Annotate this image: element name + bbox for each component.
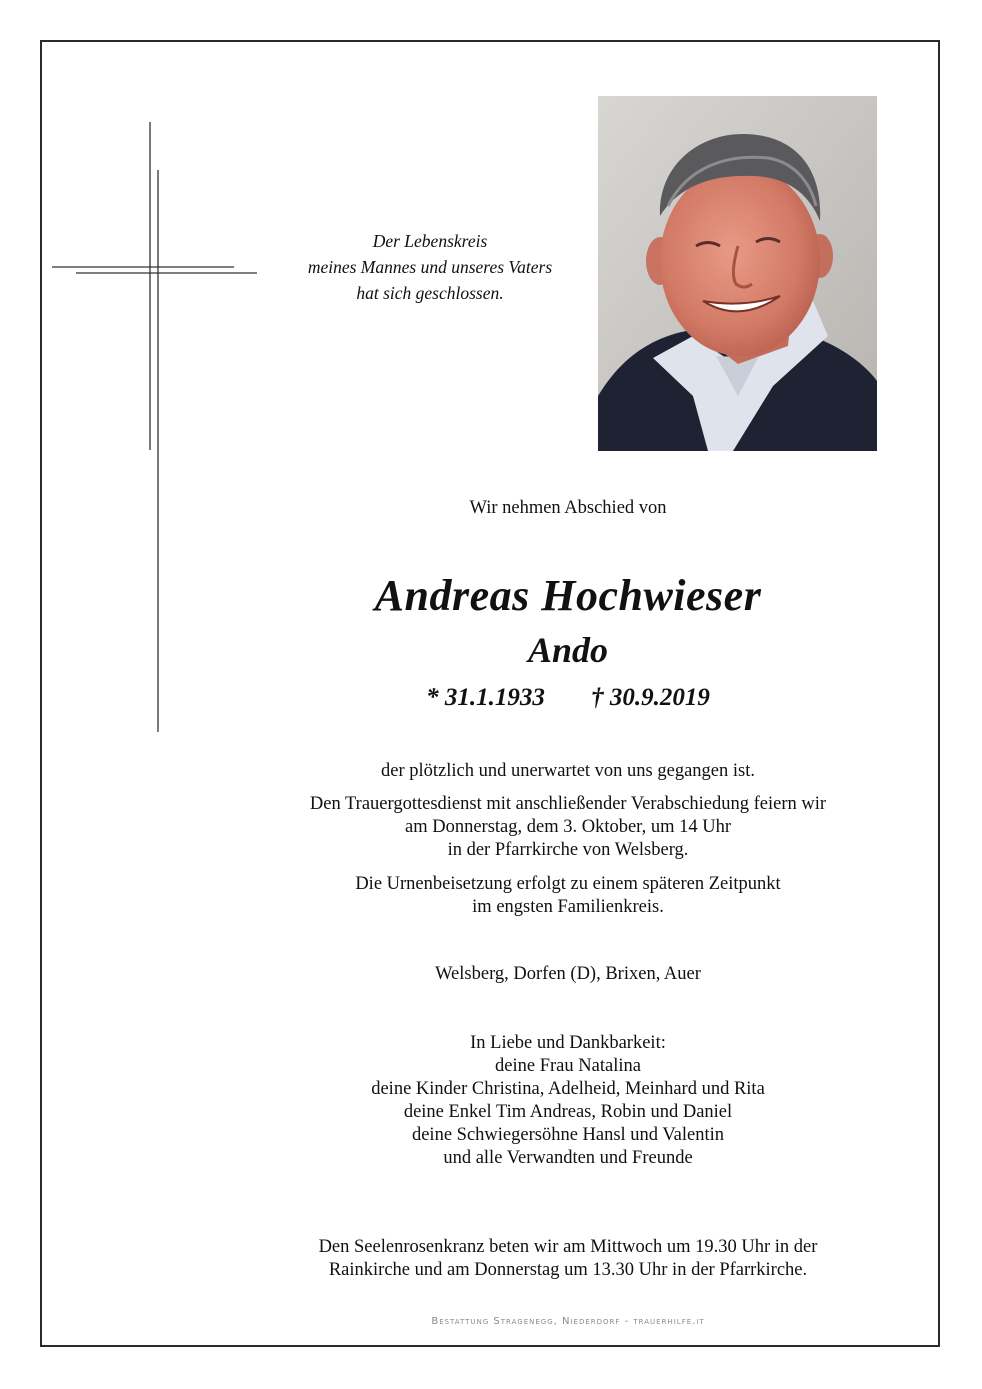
motto-line: meines Mannes und unseres Vaters (307, 257, 553, 277)
deceased-name: Andreas Hochwieser (374, 571, 762, 620)
announcement-paragraph-1 (200, 760, 936, 783)
text-line: Welsberg, Dorfen (D), Brixen, Auer (435, 964, 701, 984)
motto (280, 228, 580, 306)
text-line: Die Urnenbeisetzung erfolgt zu einem späteren Zeitpunkt (355, 874, 781, 894)
mourners-list (200, 1032, 936, 1170)
mourner-line: deine Schwiegersöhne Hansl und Valentin (411, 1125, 725, 1145)
announcement-paragraph-2 (200, 793, 936, 862)
text-line: der plötzlich und unerwartet von uns gegangen ist. (380, 761, 755, 781)
mourner-line: deine Kinder Christina, Adelheid, Meinhard und Rita (371, 1079, 765, 1099)
motto-line: hat sich geschlossen. (356, 283, 504, 303)
mourner-line: deine Enkel Tim Andreas, Robin und Daniel (403, 1102, 733, 1122)
text-line: Rainkirche und am Donnerstag um 13.30 Uhr in der Pfarrkirche. (328, 1260, 808, 1280)
announcement-paragraph-3 (200, 873, 936, 919)
places-line (200, 963, 936, 986)
text-line: im engsten Familienkreis. (472, 897, 664, 917)
death-date: † 30.9.2019 (591, 684, 710, 711)
portrait-photo (598, 96, 877, 451)
mourner-line: und alle Verwandten und Freunde (443, 1148, 693, 1168)
text-line: am Donnerstag, dem 3. Oktober, um 14 Uhr (404, 817, 732, 837)
text-line: Den Trauergottesdienst mit anschließender Verabschiedung feiern wir (309, 794, 827, 814)
footer-credit: Bestattung Stragenegg, Niederdorf - trauerhilfe.it (431, 1316, 705, 1327)
rosary-notice (200, 1236, 936, 1282)
deceased-nickname: Ando (527, 630, 609, 670)
birth-date: * 31.1.1933 (426, 684, 545, 711)
motto-line: Der Lebenskreis (372, 231, 488, 251)
mourner-line: deine Frau Natalina (495, 1056, 641, 1076)
mourners-heading: In Liebe und Dankbarkeit: (470, 1033, 666, 1053)
text-line: Den Seelenrosenkranz beten wir am Mittwoch um 19.30 Uhr in der (318, 1237, 818, 1257)
life-dates (200, 682, 936, 714)
intro-text: Wir nehmen Abschied von (469, 498, 667, 518)
text-line: in der Pfarrkirche von Welsberg. (447, 840, 689, 860)
